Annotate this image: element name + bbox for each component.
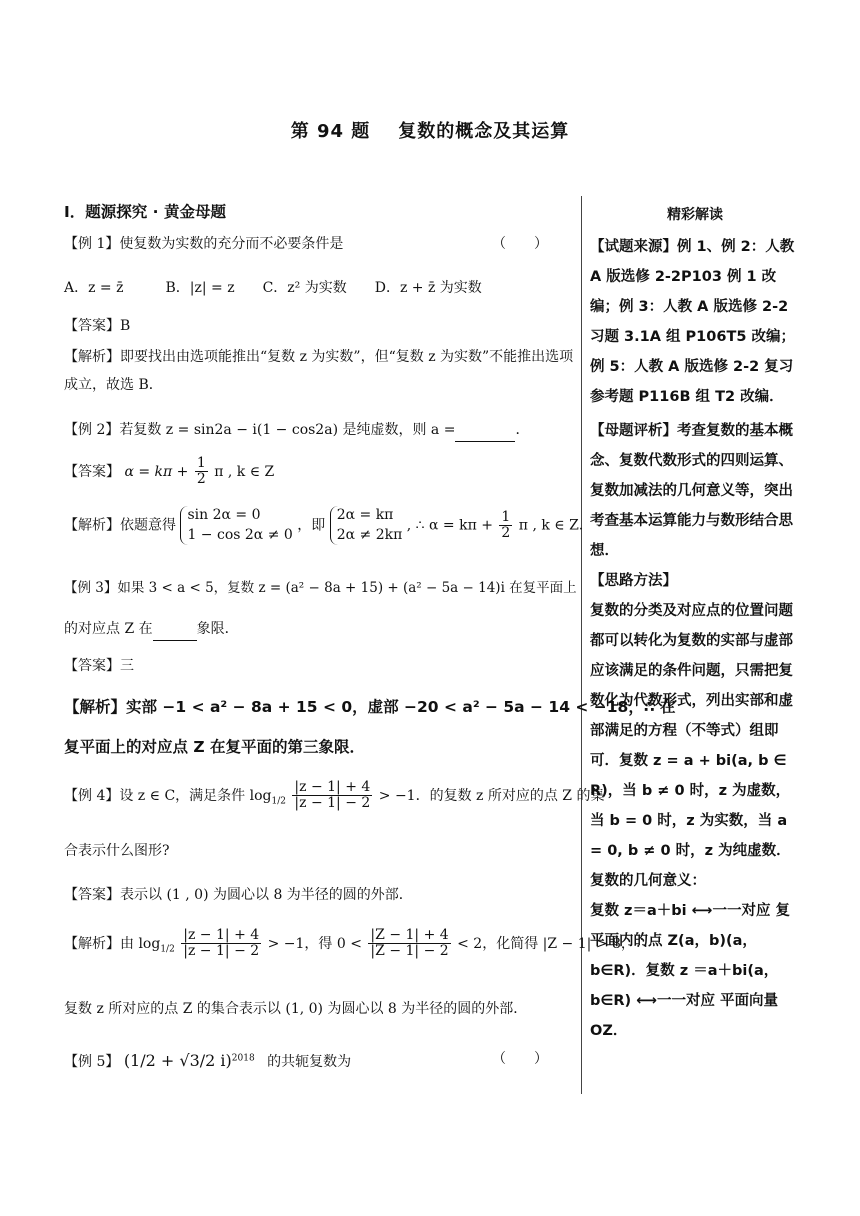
- ex5-question: 【例 5】 (1/2 + √3/2 i)$^{2018}$ 的共轭复数为 （ ）: [64, 1048, 576, 1074]
- ex4-question: 【例 4】设 z ∈ C，满足条件 $\log_{1/2}$ $\frac{|z - 1| + 4}{|z - 1| - 2}$ > −1．的复数 z 所对应的点 Z 的集: [64, 779, 605, 812]
- title-number: 第 94 题: [290, 121, 371, 142]
- sidebar: [590, 200, 800, 1046]
- ex1-options: A．z = z̄ B．|z| = z C．z² 为实数 D．z + z̄ 为实数: [64, 280, 482, 296]
- ex2-blank: [455, 419, 515, 442]
- ex3-answer: 【答案】三: [64, 658, 134, 674]
- ex1-answer-paren: （ ）: [492, 236, 548, 252]
- ex1-answer: 【答案】B: [64, 318, 131, 334]
- ex5-expression: (1/2 + √3/2 i): [123, 1051, 232, 1070]
- ex3-blank: [153, 618, 197, 641]
- ex3-question: 【例 3】如果 3 < a < 5，复数 z = (a² − 8a + 15) + (a² − 5a − 14)i 在复平面上: [64, 580, 577, 596]
- title-topic: 复数的概念及其运算: [398, 121, 570, 142]
- ex3-question-line2: 的对应点 Z 在 象限．: [64, 618, 239, 641]
- page-title: [0, 117, 860, 143]
- section-heading: I．题源探究 · 黄金母题: [64, 203, 226, 221]
- ex4-fraction: $\frac{|z - 1| + 4}{|z - 1| - 2}$: [294, 779, 371, 812]
- sidebar-comment: 【母题评析】考查复数的基本概念、复数代数形式的四则运算、复数加减法的几何意义等，突出考查基本运算能力与数形结合思想．: [590, 423, 793, 559]
- ex4-analysis-line2: 复数 z 所对应的点 Z 的集合表示以 (1, 0) 为圆心以 8 为半径的圆的外部．: [64, 1001, 528, 1017]
- ex2-analysis: 【解析】依题意得 sin 2α = 0 1 − cos 2α ≠ 0 ，即 2α = kπ 2α ≠ 2kπ , ∴ α = kπ + $\frac{1}{2}$ π , k ∈ Z．: [64, 506, 593, 545]
- ex1-analysis: 【解析】即要找出由选项能推出“复数 z 为实数”，但“复数 z 为实数”不能推出选项成立，故选 B．: [64, 349, 574, 393]
- ex2-answer-fraction: $\frac{1}{2}$: [196, 455, 206, 488]
- ex4-analysis-fraction-1: $\frac{|z - 1| + 4}{|z - 1| - 2}$: [183, 927, 260, 960]
- ex4-answer: 【答案】表示以 (1 , 0) 为圆心以 8 为半径的圆的外部．: [64, 887, 413, 903]
- ex4-analysis-fraction-2: $\frac{|Z - 1| + 4}{|Z - 1| - 2}$: [370, 927, 449, 960]
- sidebar-method-label: 【思路方法】: [590, 573, 677, 589]
- sidebar-geometric-meaning: 复数 z＝a＋bi ⟷一一对应 复平面内的点 Z(a，b)(a，b∈R)．复数 z ＝a＋bi(a，b∈R) ⟷一一对应 平面向量 OZ．: [590, 903, 791, 1039]
- ex4-analysis: 【解析】由 $\log_{1/2}$ $\frac{|z - 1| + 4}{|z - 1| - 2}$ > −1，得 0 < $\frac{|Z - 1| + 4}{|Z - 1| - 2}$ < 2，化简得 |Z − 1| > 8，∴: [64, 927, 649, 960]
- sidebar-source: 【试题来源】例 1、例 2：人教 A 版选修 2-2P103 例 1 改编；例 3：人教 A 版选修 2-2 习题 3.1A 组 P106T5 改编；例 5：人教 A 版选修 2-2 复习参考题 P116B 组 T2 改编．: [590, 239, 795, 405]
- ex2-system-2: 2α = kπ 2α ≠ 2kπ: [330, 506, 403, 545]
- ex3-analysis: 【解析】实部 −1 < a² − 8a + 15 < 0，虚部 −20 < a² − 5a − 14 < −18，∴ 在: [64, 698, 676, 716]
- ex2-system-1: sin 2α = 0 1 − cos 2α ≠ 0: [180, 506, 292, 545]
- ex4-question-line2: 合表示什么图形?: [64, 843, 170, 859]
- ex3-analysis-line2: 复平面上的对应点 Z 在复平面的第三象限．: [64, 738, 366, 756]
- ex2-question: 【例 2】若复数 z = sin2a − i(1 − cos2a) 是纯虚数，则 a = ．: [64, 419, 529, 442]
- ex2-concl-fraction: $\frac{1}{2}$: [501, 508, 511, 542]
- ex1-question: 【例 1】使复数为实数的充分而不必要条件是 （ ）: [64, 233, 576, 255]
- sidebar-heading: 精彩解读: [667, 207, 723, 223]
- sidebar-method: 复数的分类及对应点的位置问题都可以转化为复数的实部与虚部应该满足的条件问题，只需把复数化为代数形式，列出实部和虚部满足的方程（不等式）组即可．复数 z = a + bi(a, b ∈ R)，当 b ≠ 0 时，z 为虚数，当 b = 0 时，z 为实数，当 a = 0, b ≠ 0 时，z 为纯虚数．复数的几何意义：: [590, 603, 793, 889]
- ex2-answer: 【答案】 α = kπ + $\frac{1}{2}$ π , k ∈ Z: [64, 455, 275, 488]
- ex5-answer-paren: （ ）: [492, 1051, 548, 1067]
